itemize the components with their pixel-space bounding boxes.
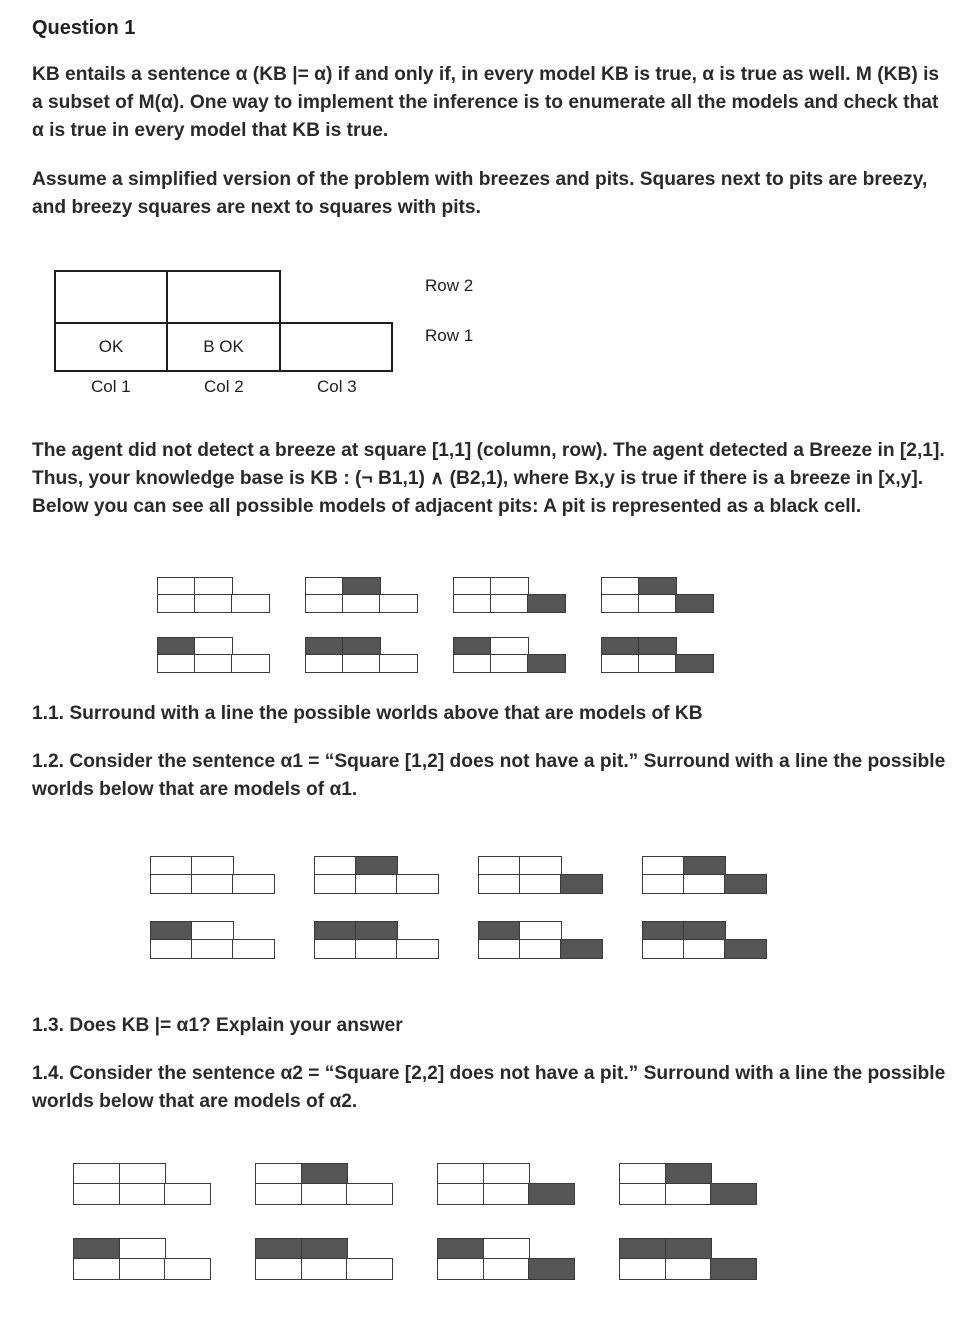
pit-cell-3-1 [527,594,566,613]
pit-cell-1-2 [314,921,357,941]
world-cell-1-2 [73,1163,120,1185]
col-label: Col 3 [317,377,357,396]
world-cell-2-1 [355,874,398,894]
pit-cell-3-1 [724,939,767,959]
world-cell-1-2 [305,577,344,596]
world-cell-2-1 [191,939,234,959]
world-cell-1-2 [314,856,357,876]
world-cell-1-1 [453,654,492,673]
world-cell-1-2 [642,856,685,876]
world-cell-1-1 [619,1183,666,1205]
pit-cell-2-2 [683,856,726,876]
world-cell-2-2 [191,921,234,941]
grid-cell-label: B OK [203,337,244,356]
world-cell-1-1 [453,594,492,613]
world-cell-3-1 [164,1183,211,1205]
pit-cell-1-2 [73,1238,120,1260]
grid-cell-2-2 [166,270,281,324]
world-cell-2-1 [342,594,381,613]
question-1-2: 1.2. Consider the sentence α1 = “Square [1,2] does not have a pit.” Surround with a line the possible worlds below that are models of α1. [32,751,946,800]
world-cell-1-2 [437,1163,484,1185]
grid-cell-label: OK [98,337,124,356]
pit-cell-1-2 [150,921,193,941]
world-cell-2-1 [194,594,233,613]
world-cell-2-1 [119,1258,166,1280]
world-cell-2-2 [490,637,529,656]
world-cell-2-2 [194,637,233,656]
pit-cell-3-1 [710,1258,757,1280]
world-cell-1-1 [255,1183,302,1205]
world-cell-3-1 [231,654,270,673]
world-cell-1-1 [150,939,193,959]
pit-cell-2-2 [638,577,677,596]
pit-cell-1-2 [478,921,521,941]
world-cell-1-1 [157,654,196,673]
pit-cell-3-1 [560,874,603,894]
pit-cell-3-1 [675,654,714,673]
world-cell-2-2 [119,1238,166,1260]
world-cell-3-1 [232,874,275,894]
world-cell-1-1 [305,654,344,673]
grid-cell-1-1 [54,322,168,372]
world-cell-2-2 [194,577,233,596]
world-cell-2-2 [519,856,562,876]
world-cell-1-1 [73,1183,120,1205]
pit-cell-3-1 [560,939,603,959]
pit-cell-2-2 [301,1163,348,1185]
world-cell-2-2 [119,1163,166,1185]
world-cell-1-2 [478,856,521,876]
pit-cell-1-2 [157,637,196,656]
world-cell-1-1 [150,874,193,894]
world-cell-1-2 [619,1163,666,1185]
pit-cell-3-1 [710,1183,757,1205]
world-cell-2-1 [683,874,726,894]
world-cell-3-1 [231,594,270,613]
grid-cell-1-2 [54,270,168,324]
world-cell-1-1 [601,594,640,613]
world-cell-2-1 [301,1258,348,1280]
world-cell-1-1 [314,874,357,894]
row-label: Row 2 [425,276,474,295]
row-label: Row 1 [425,326,474,345]
world-cell-1-1 [314,939,357,959]
question-1-4: 1.4. Consider the sentence α2 = “Square [2,2] does not have a pit.” Surround with a line the possible worlds below that are models of α2. [32,1063,946,1112]
pit-cell-1-2 [255,1238,302,1260]
col-label: Col 1 [91,377,131,396]
world-cell-1-2 [601,577,640,596]
pit-cell-3-1 [528,1258,575,1280]
world-cell-1-1 [642,874,685,894]
pit-cell-2-2 [665,1238,712,1260]
world-cell-2-1 [683,939,726,959]
world-cell-2-1 [638,654,677,673]
col-label: Col 2 [204,377,244,396]
world-cell-2-1 [191,874,234,894]
pit-cell-2-2 [342,577,381,596]
world-cell-2-1 [194,654,233,673]
pit-cell-3-1 [527,654,566,673]
world-cell-1-1 [157,594,196,613]
world-cell-2-2 [490,577,529,596]
world-cell-3-1 [396,874,439,894]
world-cell-2-1 [342,654,381,673]
world-cell-3-1 [396,939,439,959]
pit-cell-3-1 [724,874,767,894]
world-cell-3-1 [379,654,418,673]
world-cell-1-1 [601,654,640,673]
world-cell-1-2 [453,577,492,596]
world-cell-1-1 [478,939,521,959]
world-cell-2-1 [638,594,677,613]
world-cell-2-1 [483,1258,530,1280]
world-cell-2-1 [355,939,398,959]
world-cell-1-1 [619,1258,666,1280]
pit-cell-2-2 [355,856,398,876]
world-cell-2-2 [519,921,562,941]
world-cell-2-1 [483,1183,530,1205]
pit-cell-2-2 [301,1238,348,1260]
world-cell-1-2 [150,856,193,876]
pit-cell-1-2 [453,637,492,656]
world-cell-2-2 [483,1238,530,1260]
world-cell-2-2 [191,856,234,876]
pit-cell-1-2 [619,1238,666,1260]
world-cell-1-1 [73,1258,120,1280]
question-1-3: 1.3. Does KB |= α1? Explain your answer [32,1015,403,1036]
pit-cell-3-1 [528,1183,575,1205]
world-cell-3-1 [346,1183,393,1205]
world-cell-3-1 [379,594,418,613]
knowledge-base-paragraph: The agent did not detect a breeze at square [1,1] (column, row). The agent detected a Breeze in [2,1]. Thus, your knowledge base is KB : (¬ B1,1) ∧ (B2,1), where Bx,y is true if there is a breeze in [x,y]. Below you can see all possible models of adjacent pits: A pit is represented as a black cell. [32,440,945,517]
problem-paragraph: Assume a simplified version of the problem with breezes and pits. Squares next to pits are breezy, and breezy squares are next to squares with pits. [32,169,928,218]
world-cell-1-1 [437,1183,484,1205]
pit-cell-1-2 [642,921,685,941]
question-title: Question 1 [32,17,136,39]
world-cell-2-1 [519,939,562,959]
world-cell-1-2 [157,577,196,596]
pit-cell-2-2 [355,921,398,941]
pit-cell-2-2 [665,1163,712,1185]
world-cell-3-1 [346,1258,393,1280]
world-cell-2-1 [665,1258,712,1280]
world-cell-2-2 [483,1163,530,1185]
world-cell-1-2 [255,1163,302,1185]
pit-cell-2-2 [342,637,381,656]
world-cell-2-1 [665,1183,712,1205]
grid-cell-3-1 [279,322,393,372]
world-cell-3-1 [232,939,275,959]
world-cell-1-1 [437,1258,484,1280]
world-cell-2-1 [301,1183,348,1205]
pit-cell-2-2 [683,921,726,941]
pit-cell-1-2 [305,637,344,656]
pit-cell-3-1 [675,594,714,613]
question-1-1: 1.1. Surround with a line the possible worlds above that are models of KB [32,703,703,724]
world-cell-3-1 [164,1258,211,1280]
grid-cell-2-1 [166,322,281,372]
world-cell-2-1 [119,1183,166,1205]
world-cell-1-1 [642,939,685,959]
world-cell-2-1 [490,654,529,673]
pit-cell-2-2 [638,637,677,656]
intro-paragraph: KB entails a sentence α (KB |= α) if and only if, in every model KB is true, α is true as well. M (KB) is a subset of M(α). One way to implement the inference is to enumerate all the models and check that α is true in every model that KB is true. [32,64,940,141]
pit-cell-1-2 [437,1238,484,1260]
world-cell-1-1 [305,594,344,613]
pit-cell-1-2 [601,637,640,656]
world-cell-2-1 [490,594,529,613]
world-cell-2-1 [519,874,562,894]
world-cell-1-1 [478,874,521,894]
world-cell-1-1 [255,1258,302,1280]
